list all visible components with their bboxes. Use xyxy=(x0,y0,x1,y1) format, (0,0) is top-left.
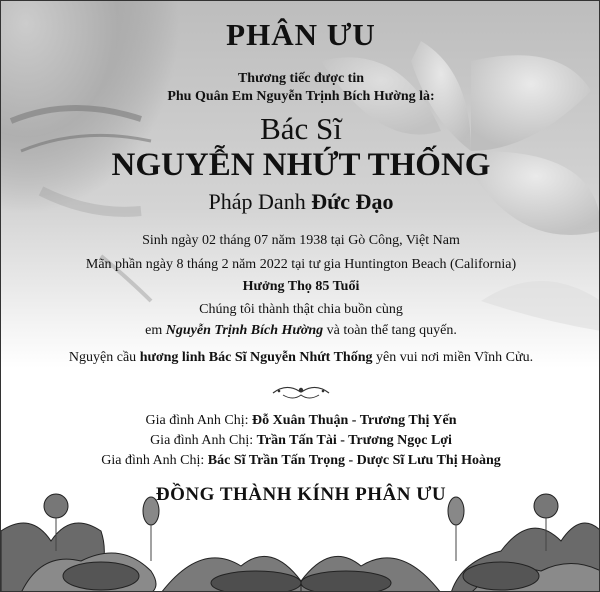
family-names: Trần Tấn Tài - Trương Ngọc Lợi xyxy=(256,433,452,448)
intro-line-2: Phu Quân Em Nguyễn Trịnh Bích Hường là: xyxy=(167,89,435,104)
family-names: Đỗ Xuân Thuận - Trương Thị Yến xyxy=(252,413,457,428)
family-line-1 xyxy=(1,413,600,429)
condolence-line-2 xyxy=(1,323,600,339)
prayer-prefix: Nguyện cầu xyxy=(68,350,137,365)
prayer-line xyxy=(1,350,600,366)
family-prefix: Gia đình Anh Chị: xyxy=(101,453,205,468)
prayer-bold: hương linh Bác Sĩ Nguyễn Nhứt Thống xyxy=(139,350,373,365)
condolence-suffix: và toàn thể tang quyến. xyxy=(326,323,457,338)
dharma-name-line xyxy=(1,189,600,215)
condolence-line-1: Chúng tôi thành thật chia buồn cùng xyxy=(199,302,403,317)
ornamental-flourish-icon xyxy=(271,379,331,403)
death-line: Mãn phần ngày 8 tháng 2 năm 2022 tại tư gia Huntington Beach (California) xyxy=(85,257,517,272)
dharma-prefix: Pháp Danh xyxy=(208,189,306,214)
closing-line: ĐỒNG THÀNH KÍNH PHÂN ƯU xyxy=(155,484,447,505)
condolence-prefix: em xyxy=(145,323,163,338)
family-names: Bác Sĩ Trần Tấn Trọng - Dược Sĩ Lưu Thị Hoàng xyxy=(207,453,501,468)
dharma-name: Đức Đạo xyxy=(311,189,394,214)
deceased-name: NGUYỄN NHỨT THỐNG xyxy=(111,147,491,183)
widow-name: Nguyễn Trịnh Bích Hường xyxy=(165,323,324,338)
family-line-2 xyxy=(1,433,600,449)
deceased-title: Bác Sĩ xyxy=(260,111,342,146)
page-title: PHÂN ƯU xyxy=(226,17,376,52)
family-line-3 xyxy=(1,453,600,469)
intro-line-1: Thương tiếc được tin xyxy=(237,71,365,86)
prayer-suffix: yên vui nơi miền Vĩnh Cửu. xyxy=(376,350,534,365)
age-line: Hưởng Thọ 85 Tuổi xyxy=(242,279,360,294)
family-prefix: Gia đình Anh Chị: xyxy=(145,413,249,428)
birth-line: Sinh ngày 02 tháng 07 năm 1938 tại Gò Công, Việt Nam xyxy=(142,233,460,248)
family-prefix: Gia đình Anh Chị: xyxy=(150,433,254,448)
